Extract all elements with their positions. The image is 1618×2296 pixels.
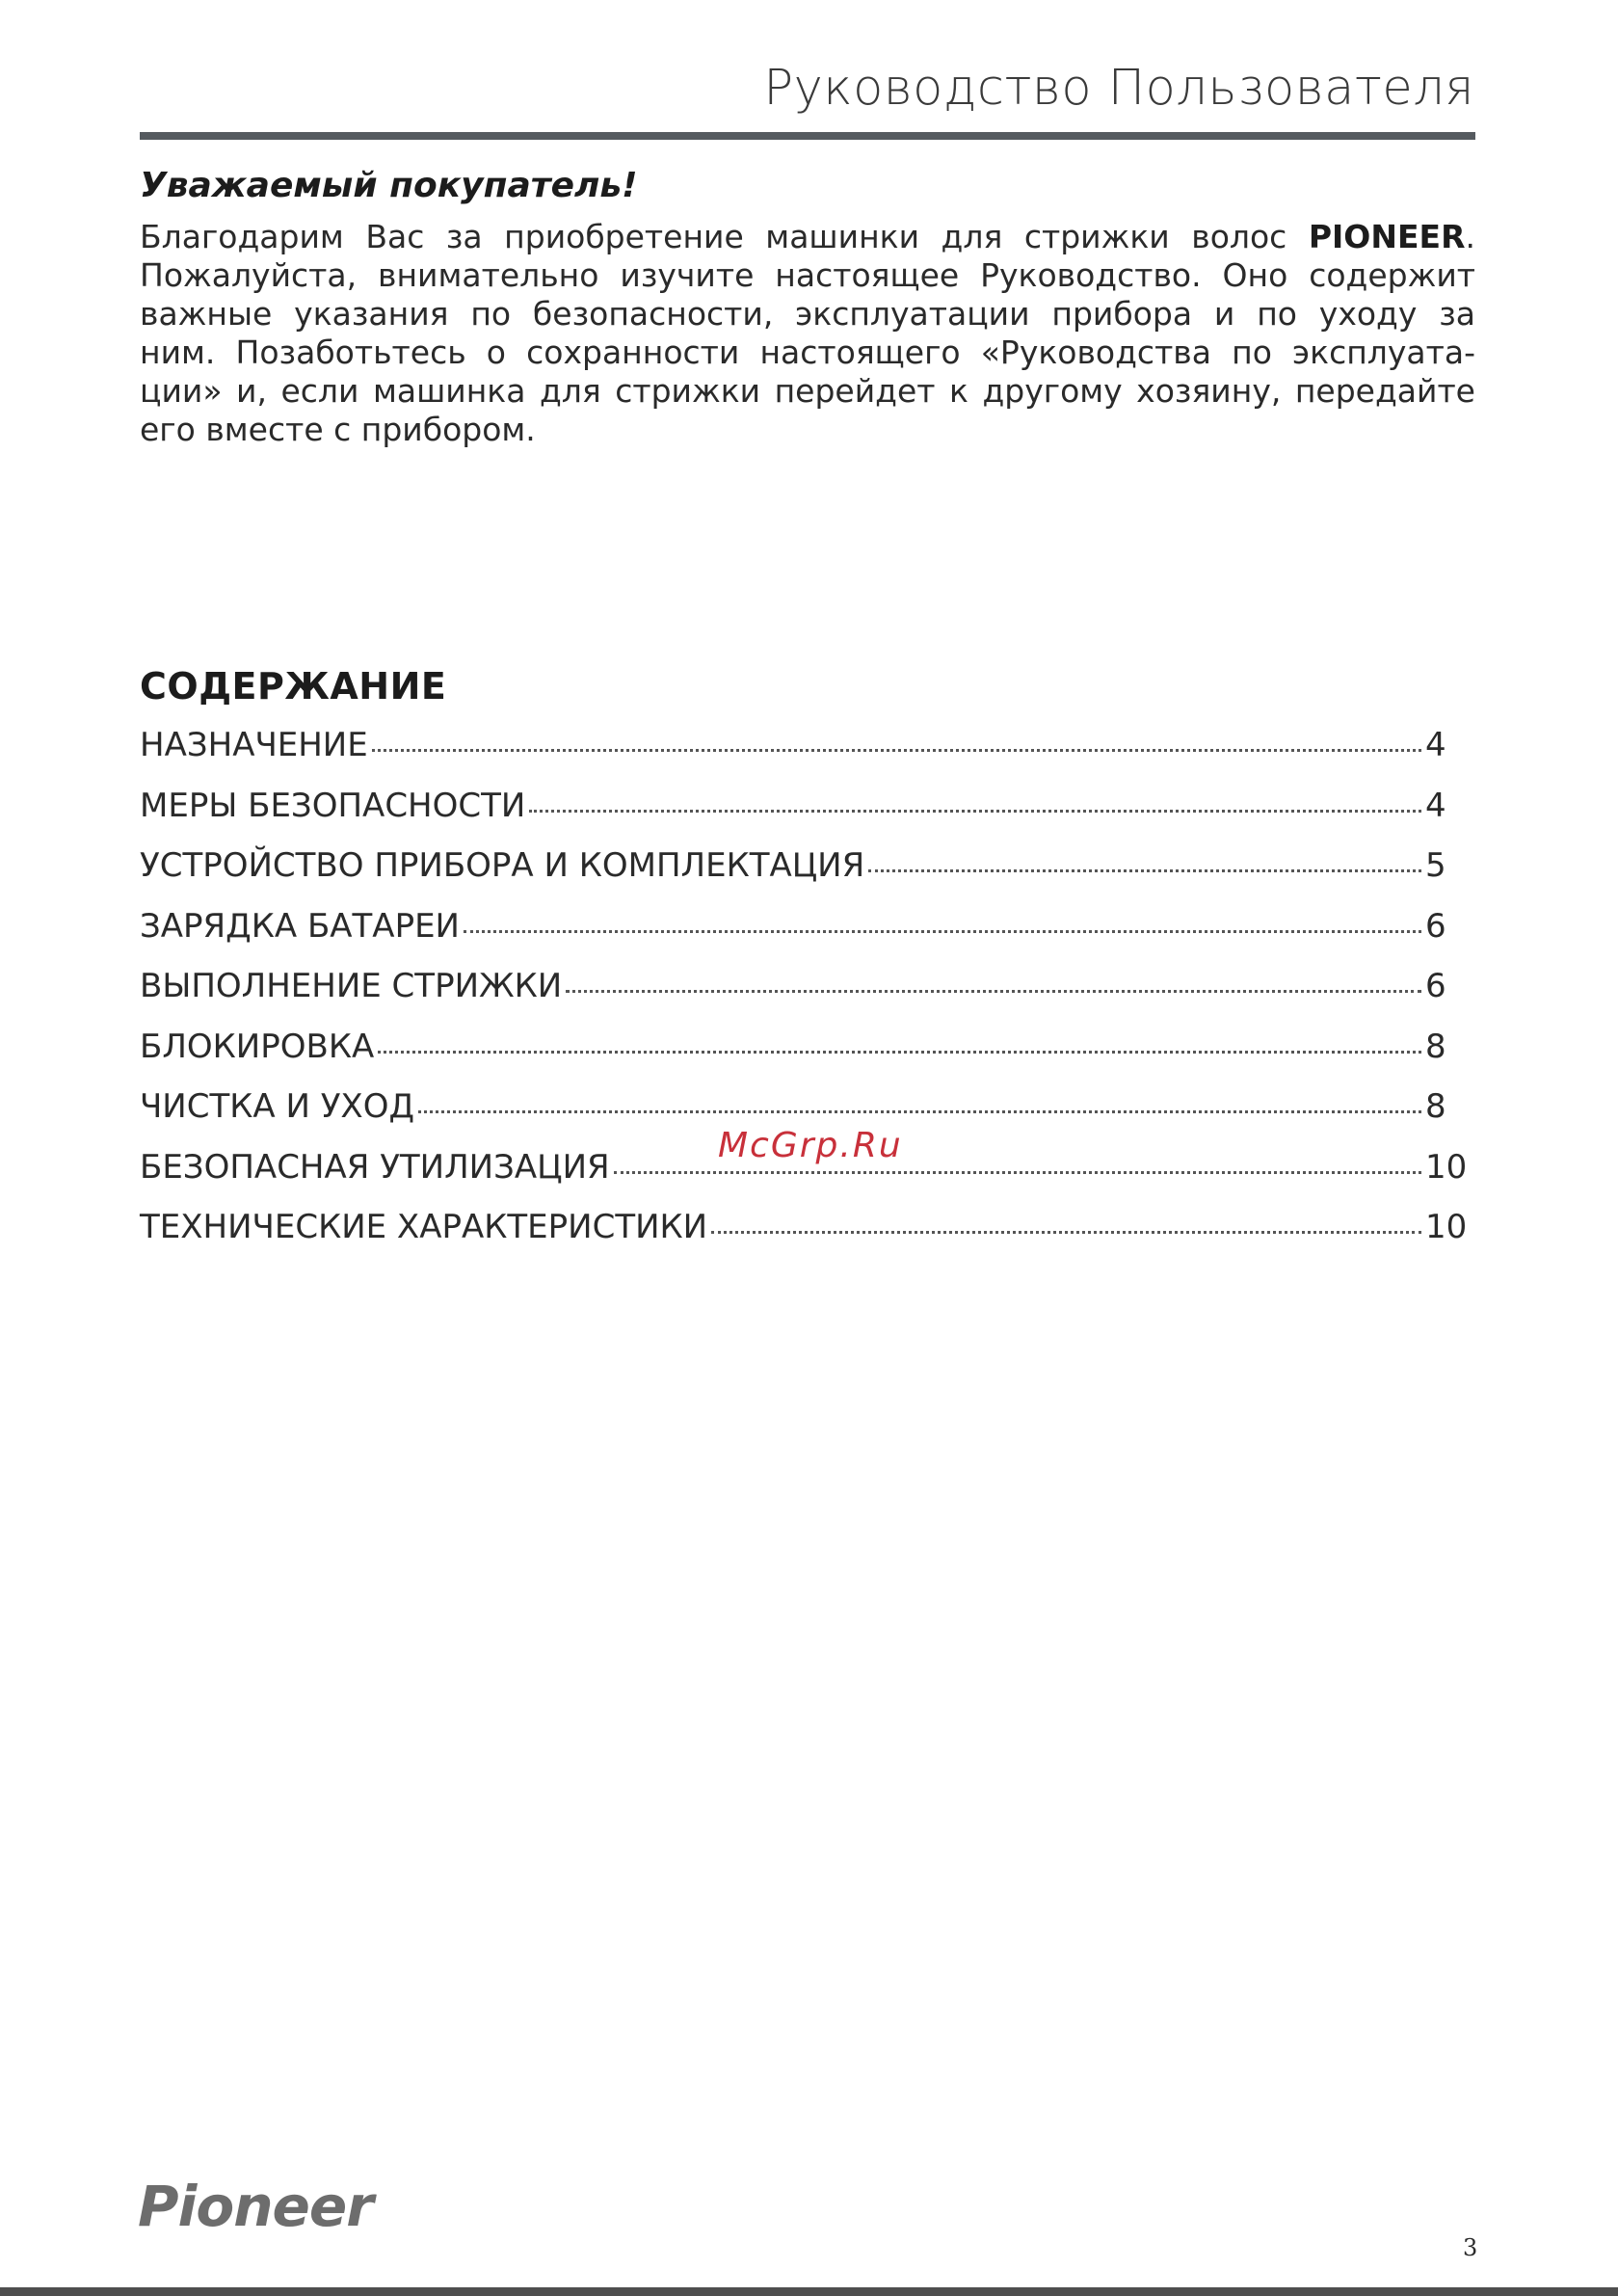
toc-leader-dots bbox=[378, 1051, 1421, 1054]
watermark-text: McGrp.Ru bbox=[718, 1126, 903, 1165]
toc-item-device[interactable] bbox=[140, 846, 1470, 907]
brand-name: PIONEER bbox=[1308, 218, 1466, 255]
toc-leader-dots bbox=[614, 1171, 1421, 1174]
intro-line-3: важные указания по безопасности, эксплуатации прибора и по уходу за bbox=[140, 295, 1475, 333]
toc-item-page: 6 bbox=[1425, 967, 1446, 1005]
intro-line-6: его вместе с прибором. bbox=[140, 411, 536, 448]
toc-item-page: 6 bbox=[1425, 906, 1446, 946]
intro-line-1-end: . bbox=[1465, 218, 1475, 255]
toc-item-label: МЕРЫ БЕЗОПАСНОСТИ bbox=[140, 786, 526, 825]
toc-item-haircut[interactable] bbox=[140, 967, 1470, 1028]
toc-item-page: 5 bbox=[1425, 846, 1446, 885]
toc-item-specs[interactable] bbox=[140, 1208, 1470, 1268]
toc-item-page: 4 bbox=[1425, 786, 1446, 825]
toc-item-page: 8 bbox=[1425, 1087, 1446, 1126]
toc-item-page: 10 bbox=[1425, 1208, 1468, 1246]
pioneer-logo: Pioneer bbox=[138, 2174, 373, 2239]
header-divider bbox=[140, 132, 1475, 140]
intro-paragraph bbox=[140, 218, 1475, 449]
toc-heading: СОДЕРЖАНИЕ bbox=[140, 665, 447, 707]
intro-line-2: Пожалуйста, внимательно изучите настоящее Руководство. Оно содержит bbox=[140, 256, 1475, 294]
page-header-title: Руководство Пользователя bbox=[763, 60, 1474, 117]
toc-item-page: 8 bbox=[1425, 1027, 1446, 1066]
toc-item-page: 10 bbox=[1425, 1147, 1468, 1187]
intro-line-5: ции» и, если машинка для стрижки перейдет к другому хозяину, передайте bbox=[140, 372, 1475, 410]
toc-item-label: ЗАРЯДКА БАТАРЕИ bbox=[140, 906, 460, 946]
intro-line-1-text: Благодарим Вас за приобретение машинки для стрижки волос bbox=[140, 218, 1287, 255]
toc-item-safety[interactable] bbox=[140, 787, 1470, 847]
intro-line-4: ним. Позаботьтесь о сохранности настоящего «Руководства по эксплуата- bbox=[140, 334, 1475, 371]
footer-divider bbox=[0, 2287, 1618, 2296]
toc-item-label: БЛОКИРОВКА bbox=[140, 1027, 375, 1066]
toc-item-page: 4 bbox=[1425, 726, 1446, 764]
toc-item-label: ЧИСТКА И УХОД bbox=[140, 1087, 415, 1126]
toc-leader-dots bbox=[566, 990, 1421, 993]
toc-item-label: БЕЗОПАСНАЯ УТИЛИЗАЦИЯ bbox=[140, 1147, 610, 1187]
toc-item-charging[interactable] bbox=[140, 907, 1470, 968]
toc-item-label: НАЗНАЧЕНИЕ bbox=[140, 726, 368, 764]
greeting-heading: Уважаемый покупатель! bbox=[140, 166, 638, 205]
toc-leader-dots bbox=[868, 869, 1421, 872]
toc-leader-dots bbox=[464, 930, 1421, 933]
toc-leader-dots bbox=[529, 810, 1421, 813]
intro-line-1 bbox=[140, 218, 1475, 256]
toc-item-label: ВЫПОЛНЕНИЕ СТРИЖКИ bbox=[140, 967, 563, 1005]
toc-item-lock[interactable] bbox=[140, 1028, 1470, 1088]
toc-leader-dots bbox=[418, 1110, 1421, 1113]
toc-leader-dots bbox=[711, 1231, 1421, 1234]
toc-item-label: УСТРОЙСТВО ПРИБОРА И КОМПЛЕКТАЦИЯ bbox=[140, 846, 865, 885]
table-of-contents bbox=[140, 726, 1470, 1268]
page-number: 3 bbox=[1463, 2234, 1478, 2261]
toc-item-label: ТЕХНИЧЕСКИЕ ХАРАКТЕРИСТИКИ bbox=[140, 1208, 708, 1246]
toc-leader-dots bbox=[372, 749, 1421, 752]
toc-item-purpose[interactable] bbox=[140, 726, 1470, 787]
